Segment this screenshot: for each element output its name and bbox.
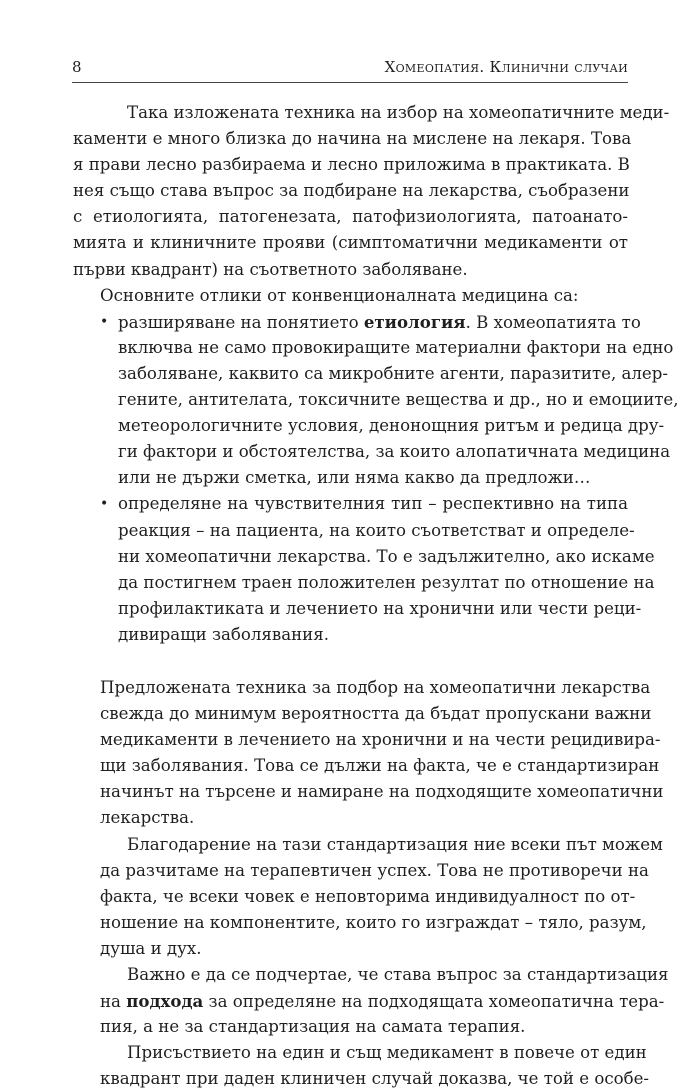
bold-term: подхода	[126, 991, 204, 1012]
text-line	[100, 988, 665, 1014]
text-line: Основните отлики от конвенционалната медицина са:	[100, 285, 579, 305]
text-line: медикаменти в лечението на хронични и на чести рецидивира-	[100, 730, 661, 750]
text-line: първи квадрант) на съответното заболяване.	[73, 259, 468, 279]
text-line: да постигнем траен положителен резултат по отношение на	[118, 572, 655, 592]
text-line: Присъствието на един и същ медикамент в повече от един	[127, 1043, 647, 1063]
text-line: каменти е много близка до начина на мислене на лекаря. Това	[73, 129, 632, 149]
text-line: гените, антителата, токсичните вещества и др., но и емоциите,	[118, 390, 679, 410]
text-line: включва не само провокиращите материални фактори на едно	[118, 337, 674, 357]
bullet-etiology	[100, 309, 679, 492]
paragraph-proposed-technique	[100, 675, 664, 832]
text-line: квадрант при даден клиничен случай доказва, че той е особе-	[100, 1069, 650, 1089]
text-line: метеорологичните условия, денонощния ритъм и редица дру-	[118, 416, 665, 436]
bold-term: етиология	[363, 311, 466, 332]
text-line: ни хомеопатични лекарства. То е задължително, ако искаме	[118, 546, 655, 566]
text-line: нея също става въпрос за подбиране на лекарства, съобразени	[73, 181, 630, 201]
paragraph-approach	[100, 962, 669, 1040]
running-title: Хомеопатия. Клинични случаи	[384, 58, 628, 76]
text-fragment: . В хомеопатията то	[465, 312, 641, 332]
text-line: щи заболявания. Това се дължи на факта, че е стандартизиран	[100, 756, 660, 776]
section-gap	[100, 648, 628, 675]
text-line: реакция – на пациента, на които съответстват и определе-	[118, 520, 635, 540]
text-line: Така изложената техника на избор на хомеопатичните меди-	[127, 103, 670, 122]
text-fragment: разширяване на понятието	[118, 312, 364, 332]
text-line: или не държи сметка, или няма какво да предложи…	[118, 468, 591, 488]
text-line: профилактиката и лечението на хронични или чести реци-	[118, 598, 642, 618]
text-line: свежда до минимум вероятността да бъдат пропускани важни	[100, 704, 652, 724]
paragraph-standardization	[100, 832, 663, 962]
text-line: заболяване, каквито са микробните агенти, паразитите, алер-	[118, 363, 668, 383]
text-line: дивиращи заболявания.	[118, 624, 329, 644]
page-number: 8	[72, 58, 82, 76]
bullet-sensitivity-type	[100, 491, 655, 648]
text-line: Предложената техника за подбор на хомеопатични лекарства	[100, 677, 651, 697]
page-body	[73, 100, 679, 1092]
text-line: я прави лесно разбираема и лесно приложима в практиката. В	[73, 155, 630, 175]
text-line: факта, че всеки човек е неповторима индивидуалност по от-	[100, 886, 636, 906]
text-line: лекарства.	[100, 808, 195, 828]
text-line: с етиологията, патогенезата, патофизиологията, патоанато-	[73, 207, 628, 227]
bullet-marker: •	[100, 496, 109, 513]
paragraph-differences	[100, 283, 628, 309]
text-line: ги фактори и обстоятелства, за които алопатичната медицина	[118, 442, 671, 462]
text-line: Важно е да се подчертае, че става въпрос за стандартизация	[127, 965, 669, 984]
text-line: ношение на компонентите, които го изграждат – тяло, разум,	[100, 912, 647, 932]
text-line: начинът на търсене и намиране на подходящите хомеопатични	[100, 782, 664, 802]
header-rule	[72, 82, 628, 83]
paragraph-technique	[73, 100, 670, 283]
bullet-marker: •	[100, 313, 109, 330]
text-fragment: за определяне на подходящата хомеопатична тера-	[203, 992, 665, 1012]
text-line	[118, 309, 641, 335]
text-line: пия, а не за стандартизация на самата терапия.	[100, 1017, 526, 1037]
text-line: мията и клиничните прояви (симптоматични медикаменти от	[73, 233, 628, 253]
text-fragment: на	[100, 992, 127, 1012]
text-line: да разчитаме на терапевтичен успех. Това не противоречи на	[100, 860, 649, 880]
text-line: Благодарение на тази стандартизация ние всеки път можем	[127, 834, 663, 854]
running-header	[72, 58, 628, 80]
text-line: душа и дух.	[100, 938, 202, 958]
text-line: определяне на чувствителния тип – респективно на типа	[118, 494, 628, 514]
paragraph-quadrant	[100, 1040, 650, 1092]
